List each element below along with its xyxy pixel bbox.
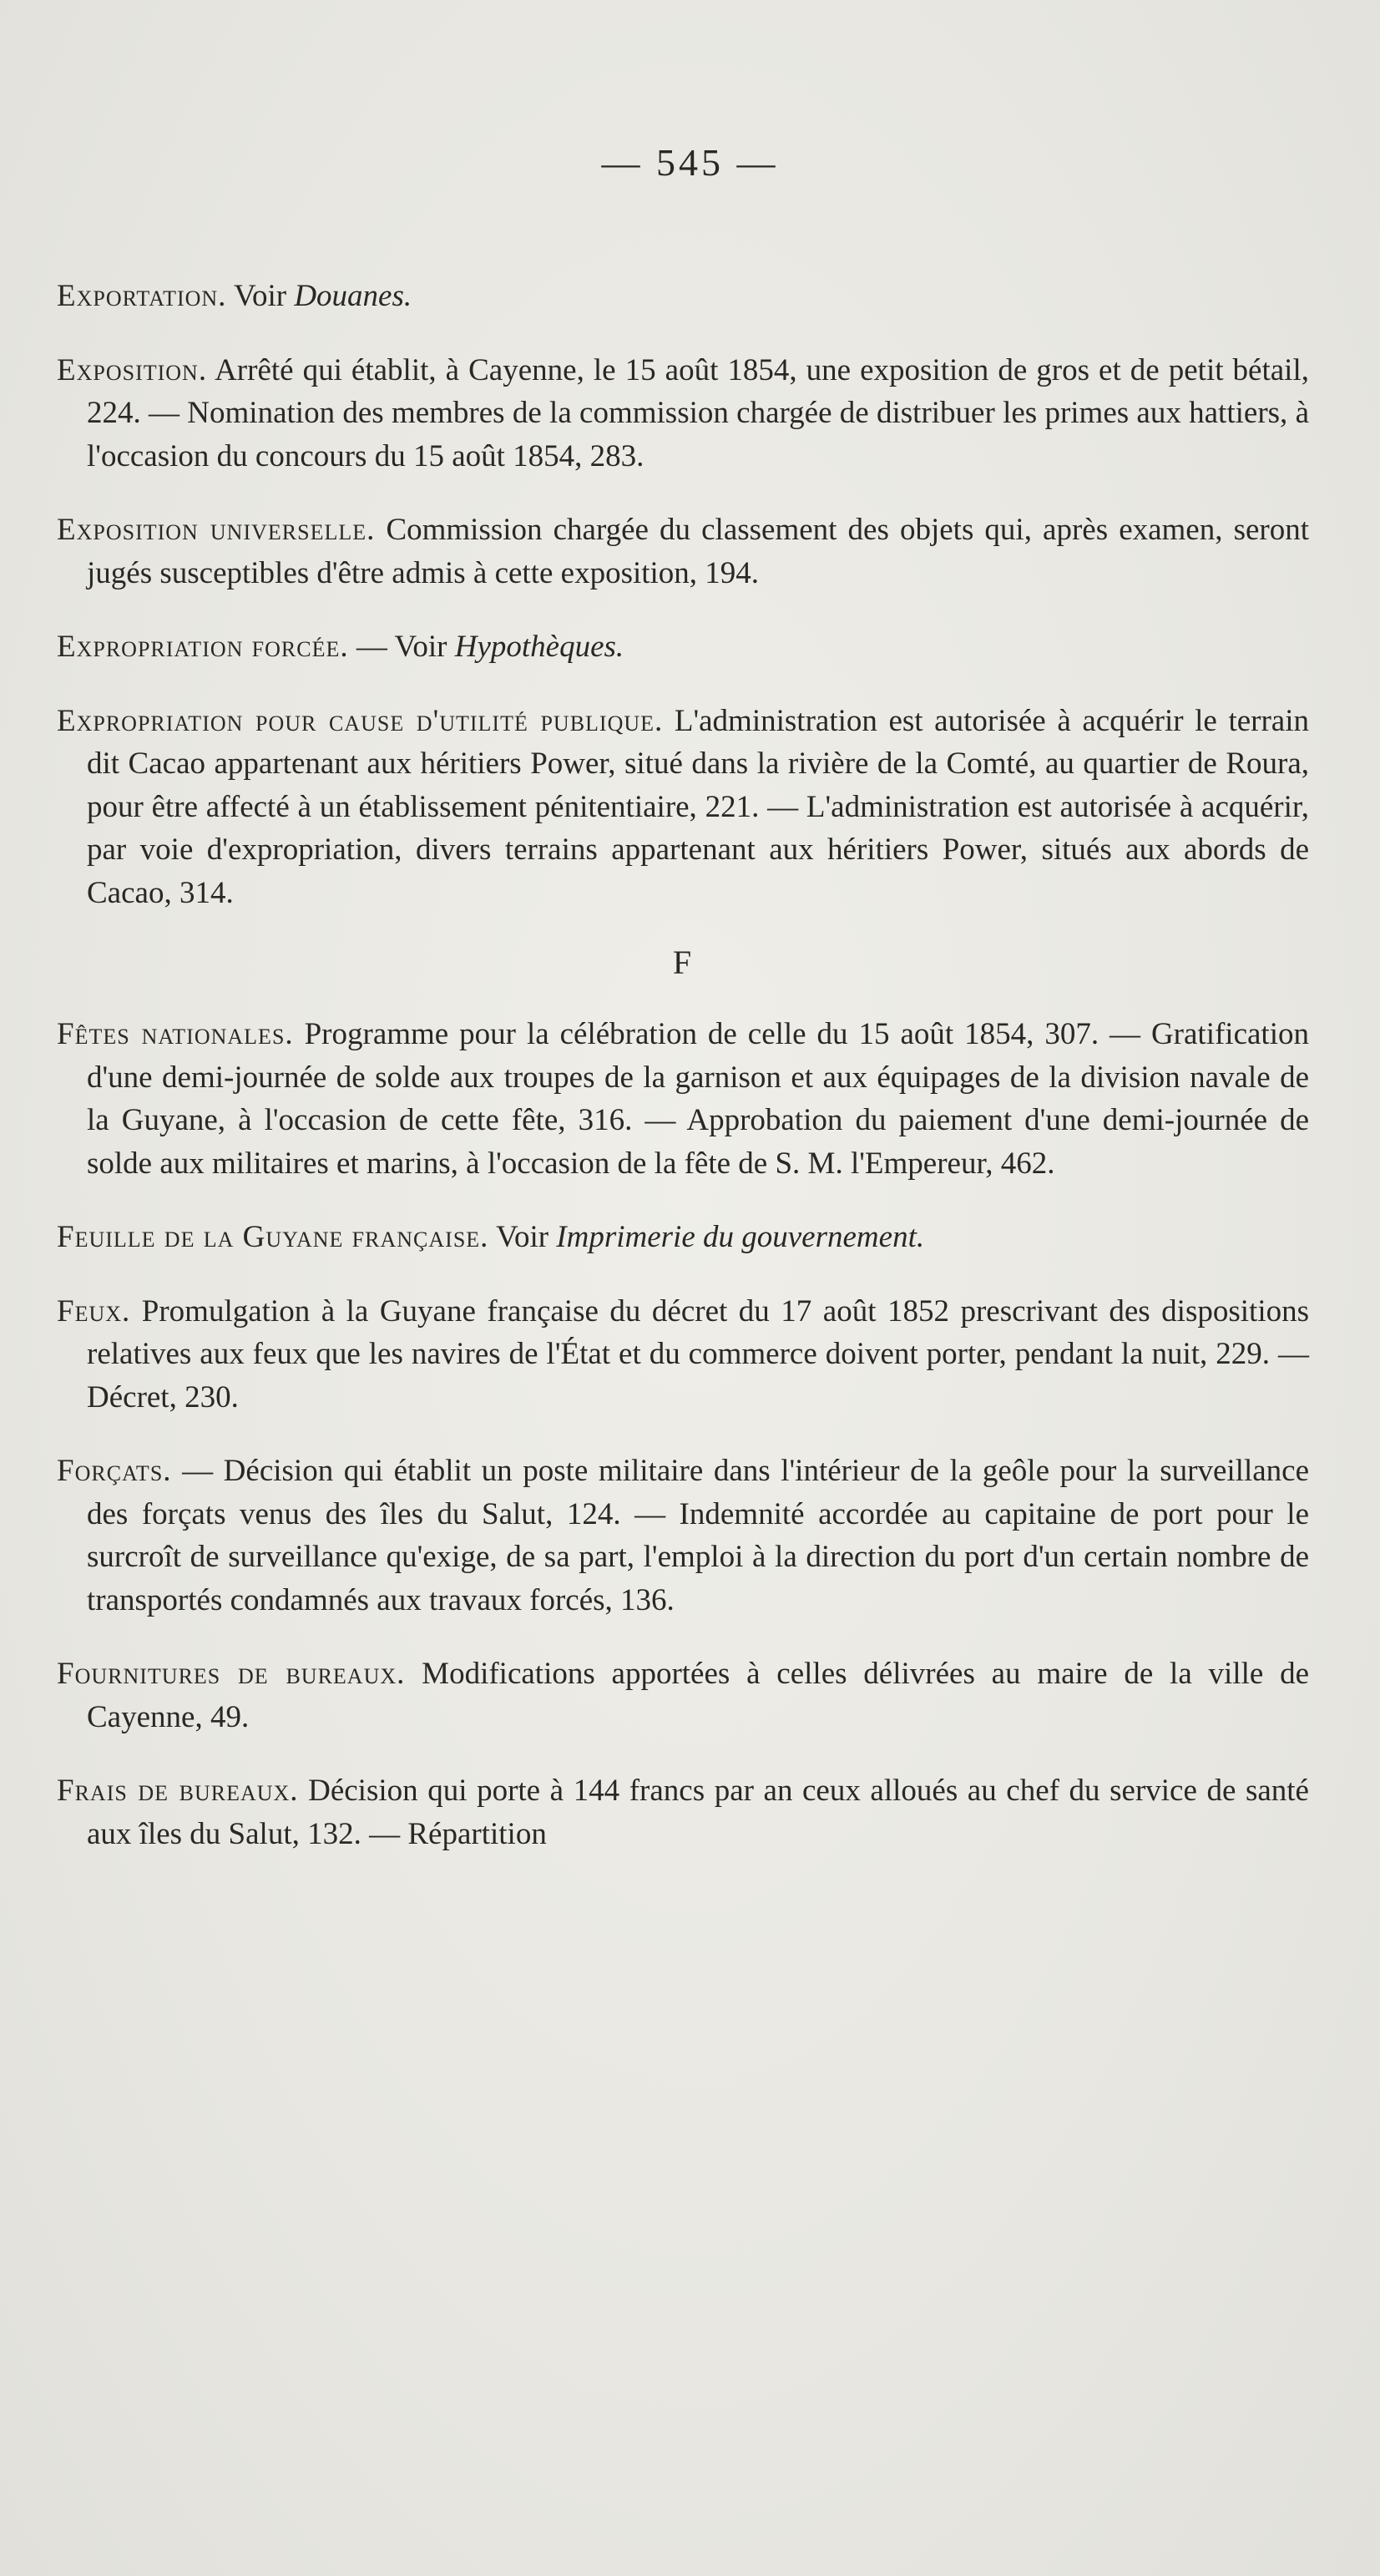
entry-cross-reference: Hypothèques. [454,630,624,664]
index-entries [57,244,1309,1884]
index-entry-frais-bureaux [57,1769,1309,1855]
entry-term: Fêtes nationales. [57,1017,294,1051]
entry-term: Frais de bureaux. [57,1774,299,1808]
entry-text: Décision qui porte à 144 francs par an ceux alloués au chef du service de santé aux îles du Salut, 132. — Répartition [87,1774,1309,1851]
index-entry-feux [57,1290,1309,1420]
index-entry-exposition-universelle [57,509,1309,595]
entry-term: Expropriation forcée. [57,630,349,664]
section-letter: F [672,944,694,981]
entry-text: Promulgation à la Guyane française du décret du 17 août 1852 prescrivant des dispositions relatives aux feux que les navires de l'État et du commerce doivent porter, pendant la nuit, 229. — Décret, 230. [87,1293,1309,1415]
page-number: — 545 — [601,141,779,184]
entry-term: Expropriation pour cause d'utilité publique. [57,703,664,738]
entry-text: Arrêté qui établit, à Cayenne, le 15 août 1854, une exposition de gros et de petit bétail, 224. — Nomination des membres de la commission chargée de distribuer les primes aux hattiers, à l'occasion du concours du 15 août 1854, 283. [87,352,1309,473]
entry-term: Forçats. [57,1454,172,1488]
entry-text: Voir [226,279,295,313]
entry-term: Feuille de la Guyane française. [57,1220,489,1254]
entry-text: — Voir [348,630,455,664]
entry-text: L'administration est autorisée à acquérir le terrain dit Cacao appartenant aux héritiers Power, situé dans la rivière de la Comté, au quartier de Roura, pour être affecté à un établissement pénitentiaire, 221. — L'administration est autorisée à acquérir, par voie d'expropriation, divers terrains appartenant aux héritiers Power, situés aux abords de Cacao, 314. [87,703,1309,910]
index-entry-exposition [57,349,1309,478]
entry-term: Fournitures de bureaux. [57,1657,406,1691]
entry-term: Exposition universelle. [57,513,376,547]
entry-cross-reference: Imprimerie du gouvernement. [556,1220,925,1254]
index-entry-expropriation-forcee [57,625,1309,669]
index-entry-expropriation-utilite-publique [57,700,1309,915]
index-entry-forcats [57,1450,1309,1622]
entry-term: Exportation. [57,279,227,313]
entry-text: Voir [488,1220,557,1254]
entry-term: Feux. [57,1293,131,1328]
index-entry-feuille-guyane [57,1216,1309,1259]
entry-text: Programme pour la célébration de celle du 15 août 1854, 307. — Gratification d'une demi-journée de solde aux troupes de la garnison et aux équipages de la division navale de la Guyane, à l'occasion de cette fête, 316. — Approbation du paiement d'une demi-journée de solde aux militaires et marins, à l'occasion de la fête de S. M. l'Empereur, 462. [87,1017,1309,1181]
index-entry-fetes-nationales [57,1013,1309,1185]
entry-text: — Décision qui établit un poste militaire dans l'intérieur de la geôle pour la surveillance des forçats venus des îles du Salut, 124. — Indemnité accordée au capitaine de port pour le surcroît de surveillance qu'exige, de sa part, l'emploi à la direction du port d'un certain nombre de transportés condamnés aux travaux forcés, 136. [87,1454,1309,1617]
entry-term: Exposition. [57,352,208,387]
entry-text: Modifications apportées à celles délivrées au maire de la ville de Cayenne, 49. [87,1657,1309,1734]
entry-cross-reference: Douanes. [294,279,412,313]
index-entry-exportation [57,275,1309,318]
index-entry-fournitures-bureaux [57,1652,1309,1738]
entry-text: Commission chargée du classement des objets qui, après examen, seront jugés susceptibles d'être admis à cette exposition, 194. [87,513,1309,590]
